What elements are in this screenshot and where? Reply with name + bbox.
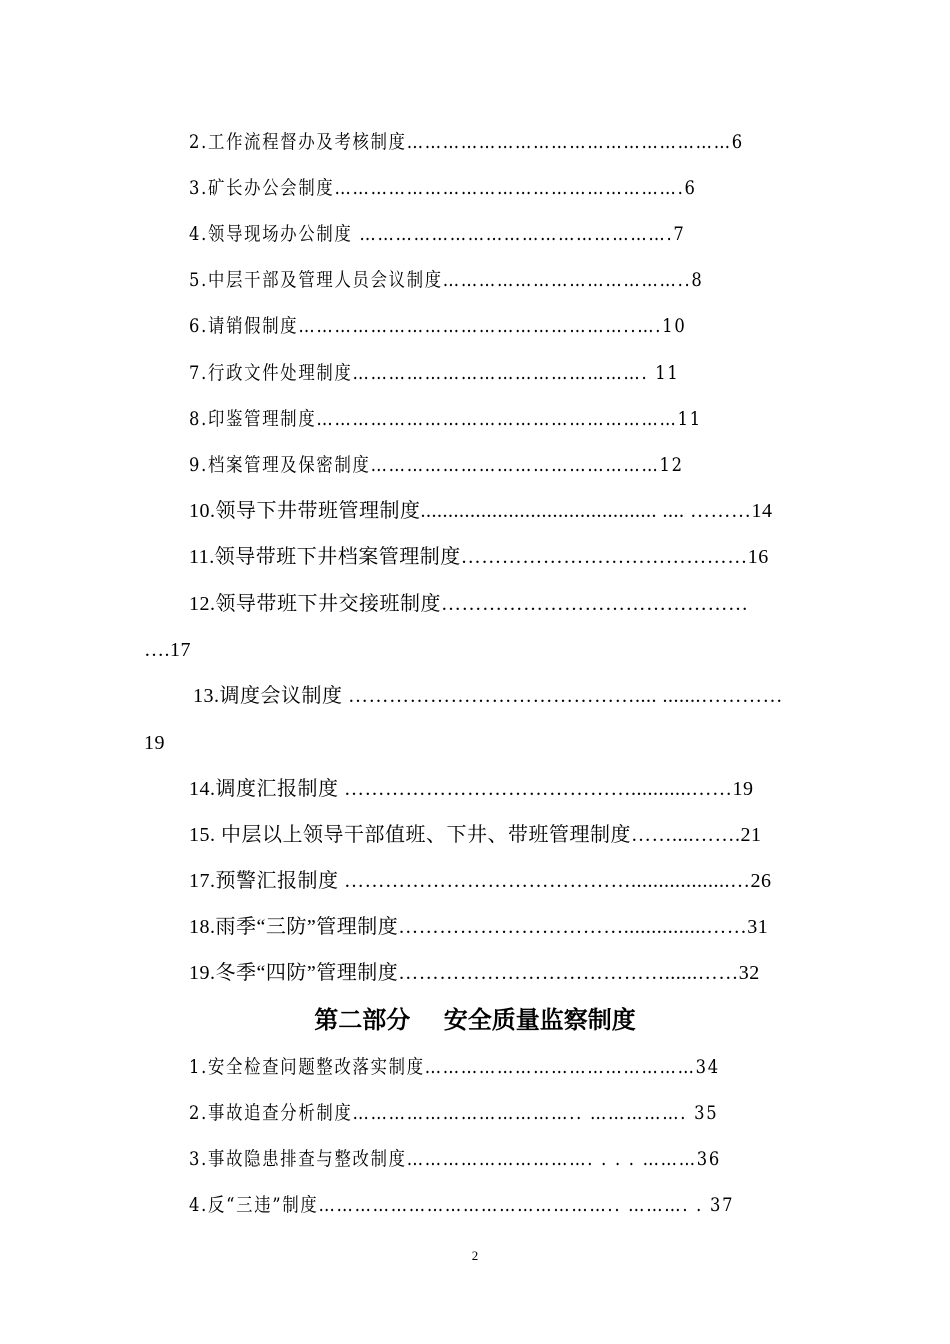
page-number: 2 (471, 1248, 479, 1263)
toc-entry: 12.领导带班下井交接班制度……………………………………… (189, 593, 749, 615)
toc-entry: 5.中层干部及管理人员会议制度…………………………………..8 (189, 269, 704, 291)
toc-entry: 4.反“三违”制度………………………………………….. ………. . 37 (189, 1194, 735, 1216)
toc-entry-continuation: ….17 (144, 639, 191, 661)
toc-entry: 15. 中层以上领导干部值班、下井、带班管理制度……....…….21 (189, 824, 762, 846)
toc-entry: 19.冬季“四防”管理制度…………………………………......……32 (189, 962, 760, 984)
toc-entry: 4.领导现场办公制度 …………………………………………….7 (189, 223, 686, 245)
toc-entry-continuation: 19 (144, 732, 165, 754)
toc-entry: 11.领导带班下井档案管理制度……………………………………16 (189, 546, 769, 568)
toc-entry: 14.调度汇报制度 ……………………………………...........……19 (189, 778, 754, 800)
section-heading: 第二部分 安全质量监察制度 (314, 1006, 636, 1034)
toc-entry: 17.预警汇报制度 ……………………………………..................…26 (189, 870, 772, 892)
toc-entry: 3.矿长办公会制度………………………………………………….6 (189, 177, 697, 199)
toc-entry: 3.事故隐患排查与整改制度…………………………. . . . ………36 (189, 1148, 722, 1170)
toc-entry: 18.雨季“三防”管理制度……………………………...............……31 (189, 916, 769, 938)
toc-entry: 9.档案管理及保密制度…………………………………………12 (189, 454, 684, 476)
toc-entry: 2.工作流程督办及考核制度………………………………………………6 (189, 131, 744, 153)
toc-entry: 6.请销假制度………………………………………………..….10 (189, 315, 687, 337)
toc-entry: 1.安全检查问题整改落实制度………………………………………34 (189, 1056, 720, 1078)
toc-entry: 2.事故追查分析制度……………………………….. ……………. 35 (189, 1102, 719, 1124)
toc-entry: 8.印鉴管理制度……………………………………………………11 (189, 408, 702, 430)
toc-entry: 13.调度会议制度 …………………………………….... .......………… (193, 685, 783, 707)
toc-entry: 10.领导下井带班管理制度........................................... .... ………14 (189, 500, 773, 522)
toc-entry: 7.行政文件处理制度…………………………………………. 11 (189, 362, 680, 384)
